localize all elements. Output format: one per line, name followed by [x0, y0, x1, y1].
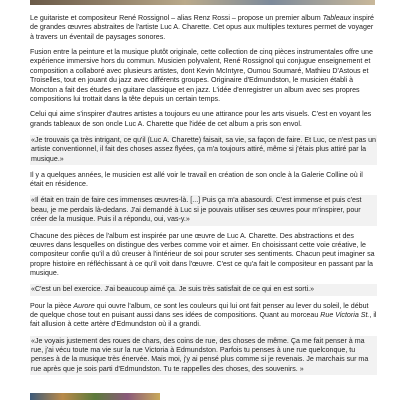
track-title-rue-victoria: Rue Victoria St.	[320, 310, 370, 319]
paragraph-fusion: Fusion entre la peinture et la musique plutôt originale, cette collection de cinq pièces instrumentales offre une expérience immersive hors du commun. Musicien polyvalent, René Rossignol qui conjugue enseignement et composition a collaboré avec plusieurs artistes, dont Kevin McIntyre, Oumou Soumaré, Mathieu D'Astous et Troiselles, tout en jouant du jazz avec différents groupes. Originaire d'Edmundston, le musicien établi à Moncton a fait des études en guitare classique et en jazz. L'idée d'enregistrer un album avec ses propres compositions lui trottait dans la tête depuis un certain temps.	[30, 48, 373, 104]
track-title-aurore: Aurore	[73, 301, 95, 310]
paragraph-inspiration: Celui qui aime s'inspirer d'autres artistes a toujours eu une attirance pour les arts visuels. C'est en voyant les grands tableaux de son oncle Luc A. Charette que l'idée de cet album a pris son envol.	[30, 110, 372, 128]
article-body	[30, 14, 377, 381]
quote-immense: «Il était en train de faire ces immenses œuvres-là. [...] Puis ça m'a abasourdi. C'est immense et puis c'est beau, je me perdais là-dedans. J'ai demandé à Luc si je pouvais utiliser ses œuvres pour m'inspirer, pour créer de la musique. Puis il a répondu, oui, vas-y.»	[30, 195, 377, 225]
quote-street: «Je voyais justement des roues de chars, des coins de rue, des choses de même. Ça me fait penser à ma rue, j'ai vécu toute ma vie sur la rue Victoria à Edmundston. Parfois tu penses à une rue quelconque, tu penses à de la musique très énervée. Mais moi, j'y ai pensé plus comme si je revenais. Je marchais sur ma rue après que je sois parti d'Edmundston. Tu te rappelles des choses, des souvenirs. »	[30, 336, 377, 376]
aurore-text-middle: qui ouvre l'album, ce sont les couleurs qui lui ont fait penser au lever du soleil, le début de quelque chose tout en puisant aussi dans ses idées de compositions. Quant au morceau	[30, 301, 369, 319]
intro-text-end: inspiré de grandes œuvres abstraites de l'artiste Luc A. Charette. Cet opus aux multiples textures permet de voyager à travers un éventail de paysages sonores.	[30, 14, 374, 41]
album-title: Tableaux	[322, 14, 352, 22]
paragraph-gallery: Il y a quelques années, le musicien est allé voir le travail en création de son oncle à la Galerie Colline où il était en résidence.	[30, 170, 363, 189]
paragraph-aurore	[30, 302, 377, 330]
bottom-image-strip	[30, 393, 160, 400]
quote-intriguing: «Je trouvais ça très intrigant, ce qu'il (Luc A. Charette) faisait, sa vie, sa façon de faire. Et Luc, ce n'est pas un artiste conventionnel, il fait des choses assez flyées, ça m'a toujours attiré, même si j'étais plus attiré par la musique.»	[30, 135, 377, 165]
top-image-strip	[30, 0, 375, 5]
quote-exercise: «C'est un bel exercice. J'ai beaucoup aimé ça. Je suis très satisfait de ce qui en est sorti.»	[30, 284, 377, 295]
paragraph-intro	[30, 14, 377, 42]
paragraph-pieces: Chacune des pièces de l'album est inspirée par une œuvre de Luc A. Charette. Des abstractions et des œuvres dans lesquelles on distingue des verbes comme voir et aimer. En choisissant cette voie créative, le compositeur confie qu'il a dû creuser à l'intérieur de soi pour scruter ses sentiments. Chacun peut imaginer sa propre histoire en réfléchissant à ce qu'il voit dans l'œuvre. C'est ce qu'a fait le compositeur en passant par la musique.	[30, 231, 375, 278]
aurore-text-end: , il fait allusion à cette artère d'Edmundston où il a grandi.	[30, 310, 377, 329]
aurore-text: Pour la pièce	[30, 301, 74, 310]
intro-text: Le guitariste et compositeur René Rossignol – alias Renz Rossi – propose un premier album	[30, 14, 323, 22]
